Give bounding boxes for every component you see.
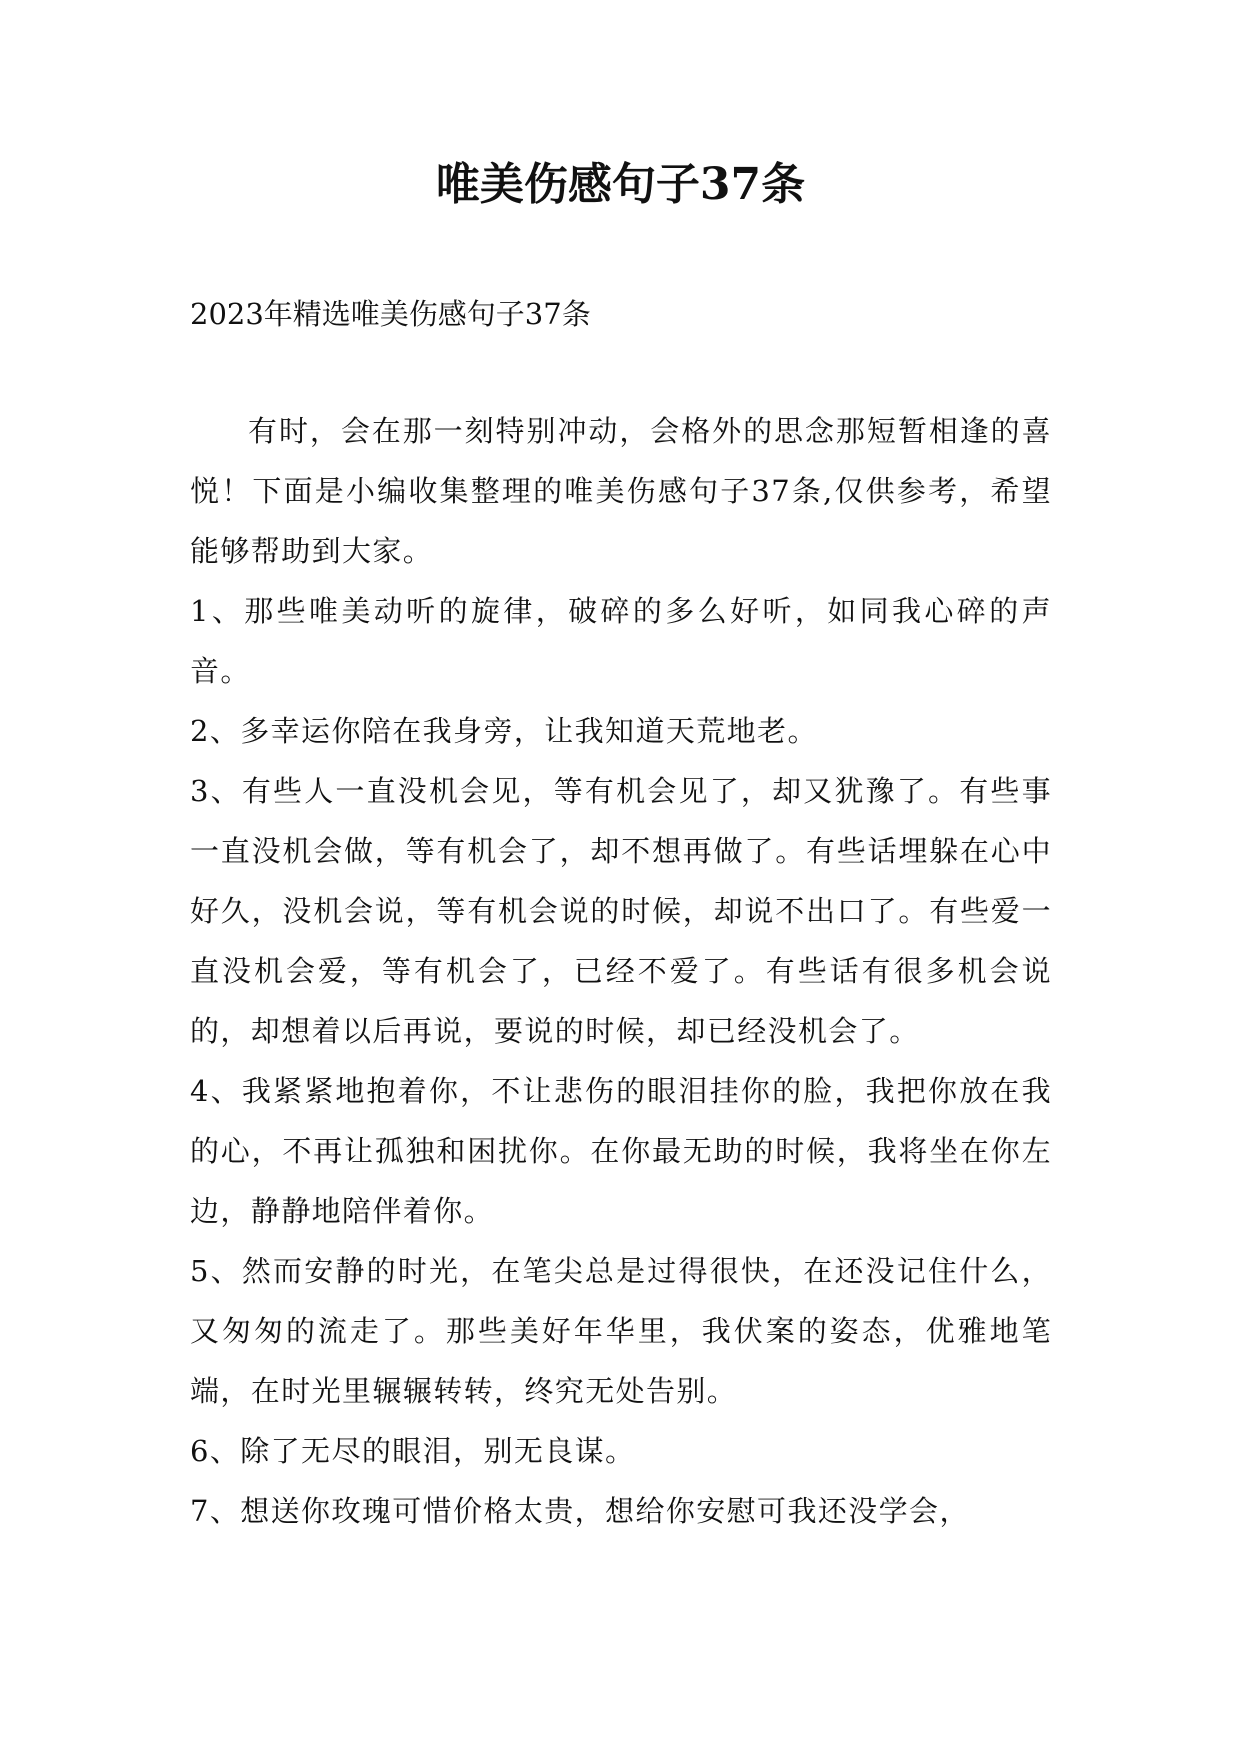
document-body bbox=[190, 401, 1052, 1541]
list-item: 4、我紧紧地抱着你，不让悲伤的眼泪挂你的脸，我把你放在我的心，不再让孤独和困扰你。在你最无助的时候，我将坐在你左边，静静地陪伴着你。 bbox=[190, 1074, 1052, 1228]
list-item: 1、那些唯美动听的旋律，破碎的多么好听，如同我心碎的声音。 bbox=[190, 594, 1052, 688]
intro-paragraph: 有时，会在那一刻特别冲动，会格外的思念那短暂相逢的喜悦！下面是小编收集整理的唯美伤感句子37条,仅供参考，希望能够帮助到大家。 bbox=[190, 414, 1052, 568]
list-item: 2、多幸运你陪在我身旁，让我知道天荒地老。 bbox=[190, 714, 818, 748]
document-subtitle: 2023年精选唯美伤感句子37条 bbox=[190, 297, 591, 331]
list-item: 5、然而安静的时光，在笔尖总是过得很快，在还没记住什么，又匆匆的流走了。那些美好年华里，我伏案的姿态，优雅地笔端，在时光里辗辗转转，终究无处告别。 bbox=[190, 1254, 1052, 1408]
list-item: 3、有些人一直没机会见，等有机会见了，却又犹豫了。有些事一直没机会做，等有机会了，却不想再做了。有些话埋躲在心中好久，没机会说，等有机会说的时候，却说不出口了。有些爱一直没机会爱，等有机会了，已经不爱了。有些话有很多机会说的，却想着以后再说，要说的时候，却已经没机会了。 bbox=[190, 774, 1052, 1048]
document-title: 唯美伤感句子37条 bbox=[435, 159, 806, 210]
list-item: 7、想送你玫瑰可惜价格太贵，想给你安慰可我还没学会， bbox=[190, 1494, 970, 1528]
list-item: 6、除了无尽的眼泪，别无良谋。 bbox=[190, 1434, 636, 1468]
